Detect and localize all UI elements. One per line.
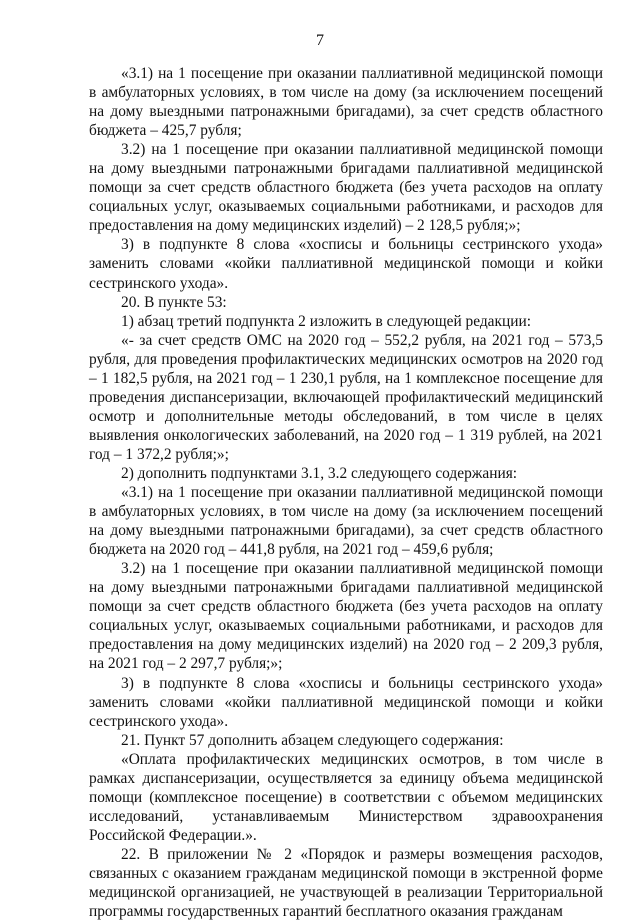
document-body	[89, 64, 603, 921]
paragraph-subclause-8-replace: 3) в подпункте 8 слова «хосписы и больницы сестринского ухода» заменить словами «койки паллиативной медицинской помощи и койки сестринского ухода».	[89, 236, 603, 292]
paragraph-item-20-heading: 20. В пункте 53:	[121, 293, 227, 311]
paragraph-item-20-2: 2) дополнить подпунктами 3.1, 3.2 следующего содержания:	[121, 464, 518, 482]
paragraph-item-20-1: 1) абзац третий подпункта 2 изложить в следующей редакции:	[121, 312, 531, 330]
paragraph-item-21: 21. Пункт 57 дополнить абзацем следующего содержания:	[121, 731, 504, 749]
paragraph-new-3-2: 3.2) на 1 посещение при оказании паллиативной медицинской помощи на дому выездными патронажными бригадами паллиативной медицинской помощи за счет средств областного бюджета (без учета расходов на оплату социальных услуг, оказываемых социальными работниками, и расходов для предоставления на дому медицинских изделий) на 2020 год – 2 209,3 рубля, на 2021 год – 2 297,7 рубля;»;	[89, 560, 603, 673]
paragraph-item-22: 22. В приложении № 2 «Порядок и размеры возмещения расходов, связанных с оказанием гражданам медицинской помощи в экстренной форме медицинской организацией, не участвующей в реализации Территориальной программы государственных гарантий бесплатного оказания гражданам	[89, 845, 603, 921]
paragraph-oms-amounts: «- за счет средств ОМС на 2020 год – 552,2 рубля, на 2021 год – 573,5 рубля, для проведения профилактических медицинских осмотров на 2020 год – 1 182,5 рубля, на 2021 год – 1 230,1 рубля, на 1 комплексное посещение для проведения диспансеризации, включающей профилактический медицинский осмотр и дополнительные методы обследований, в том числе в целях выявления онкологических заболеваний, на 2020 год – 1 319 рублей, на 2021 год – 1 372,2 рубля;»;	[89, 331, 603, 463]
paragraph-3-1-amount: «3.1) на 1 посещение при оказании паллиативной медицинской помощи в амбулаторных условиях, в том числе на дому (за исключением посещений на дому выездными патронажными бригадами), за счет средств областного бюджета – 425,7 рубля;	[89, 65, 603, 140]
paragraph-item-20-3: 3) в подпункте 8 слова «хосписы и больницы сестринского ухода» заменить словами «койки паллиативной медицинской помощи и койки сестринского ухода».	[89, 674, 603, 730]
page-number: 7	[316, 32, 324, 49]
paragraph-new-3-1: «3.1) на 1 посещение при оказании паллиативной медицинской помощи в амбулаторных условиях, в том числе на дому (за исключением посещений на дому выездными патронажными бригадами), за счет средств областного бюджета на 2020 год – 441,8 рубля, на 2021 год – 459,6 рубля;	[89, 484, 603, 559]
paragraph-item-21-text: «Оплата профилактических медицинских осмотров, в том числе в рамках диспансеризации, осуществляется за единицу объема медицинской помощи (комплексное посещение) в соответствии с объемом медицинских исследований, устанавливаемым Министерством здравоохранения Российской Федерации.».	[89, 750, 603, 844]
paragraph-3-2-amount: 3.2) на 1 посещение при оказании паллиативной медицинской помощи на дому выездными патронажными бригадами паллиативной медицинской помощи за счет средств областного бюджета (без учета расходов на оплату социальных услуг, оказываемых социальными работниками, и расходов для предоставления на дому медицинских изделий) – 2 128,5 рубля;»;	[89, 141, 603, 235]
